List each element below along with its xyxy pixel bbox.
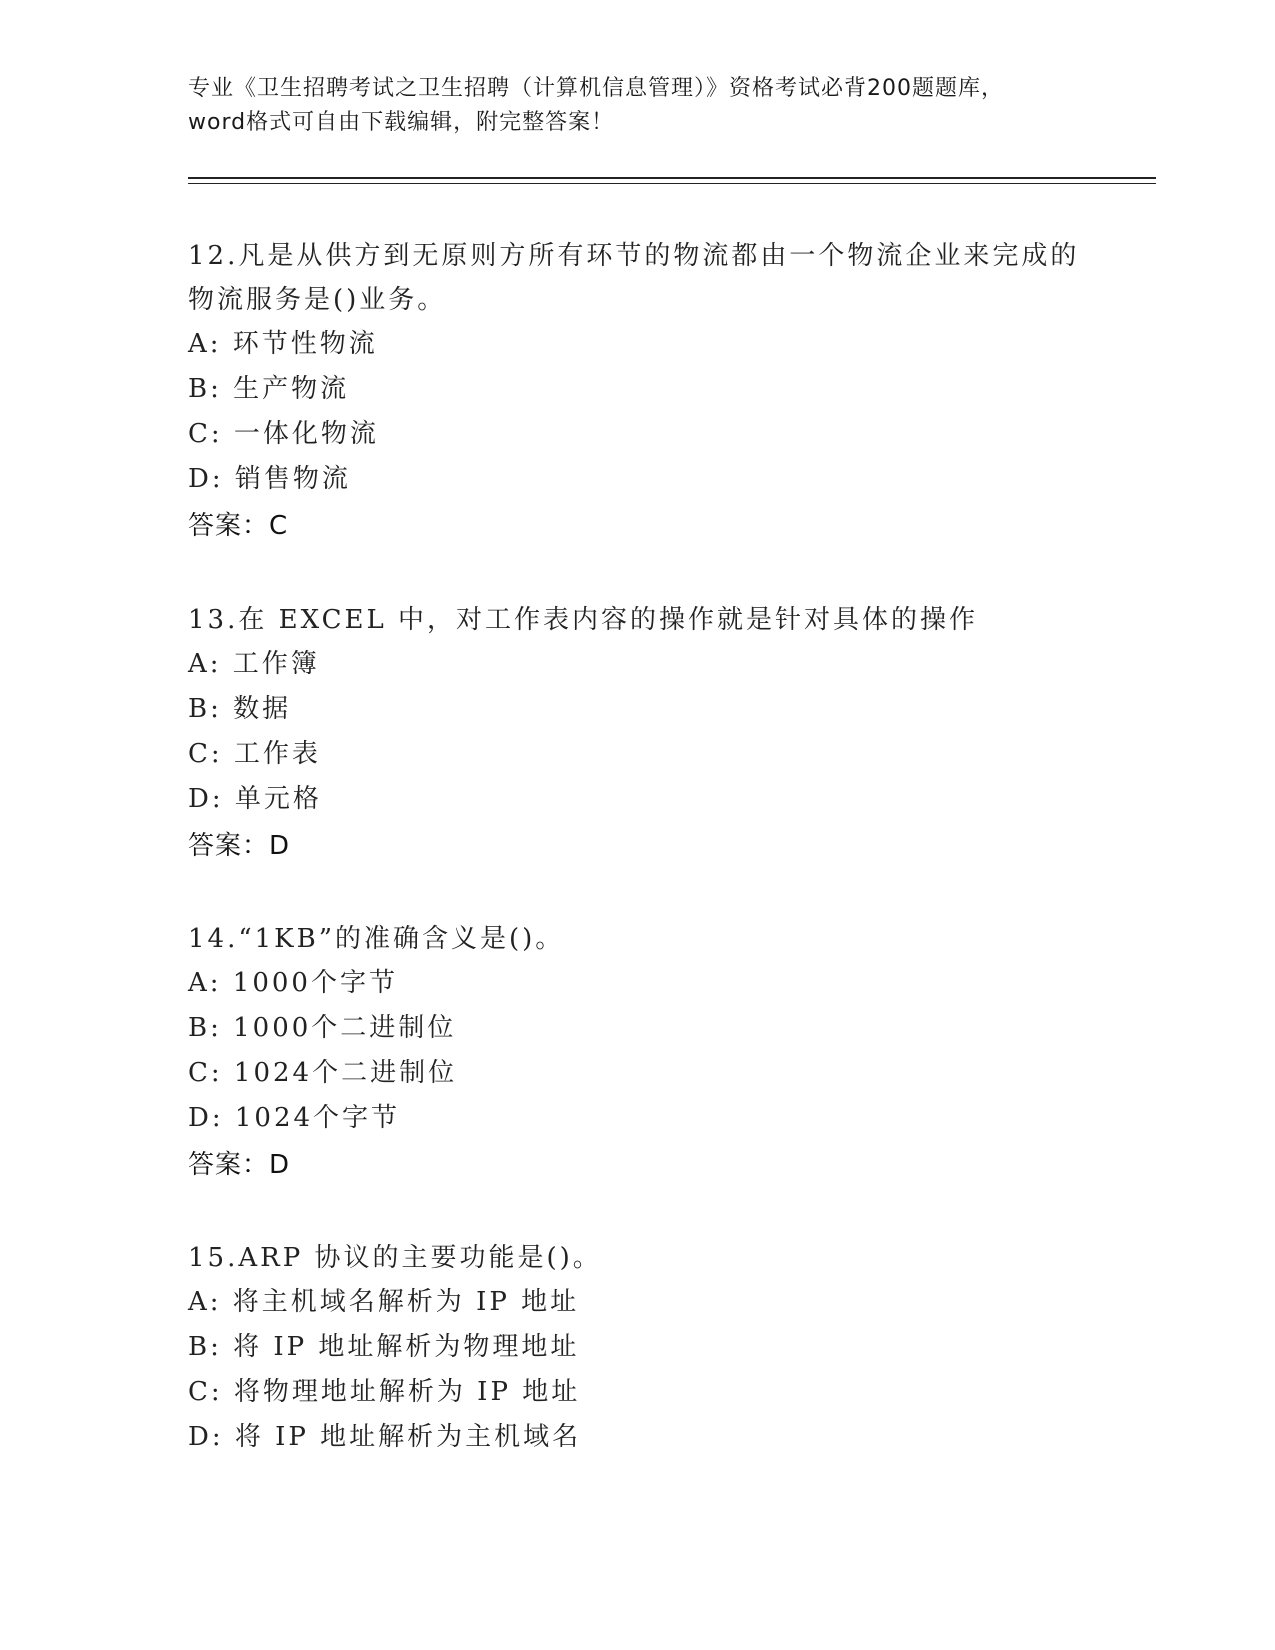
question-text: 14.“1KB”的准确含义是()。: [188, 924, 565, 954]
question-block: [188, 598, 1088, 869]
option-a: A: 将主机域名解析为 IP 地址: [188, 1287, 580, 1317]
question-block: [188, 917, 1088, 1188]
question-text-continued: 物流服务是()业务。: [188, 285, 447, 315]
header-line-1: 专业《卫生招聘考试之卫生招聘（计算机信息管理）》资格考试必背200题题库，: [188, 76, 1004, 101]
answer-line: 答案：C: [188, 511, 289, 541]
header-divider-bottom: [188, 183, 1156, 184]
option-c: C: 将物理地址解析为 IP 地址: [188, 1377, 581, 1407]
document-header: [188, 72, 1088, 140]
option-c: C: 一体化物流: [188, 419, 379, 449]
option-a: A: 1000个字节: [188, 968, 398, 998]
answer-line: 答案：D: [188, 831, 291, 861]
question-text: 13.在 EXCEL 中，对工作表内容的操作就是针对具体的操作: [188, 605, 979, 635]
option-d: D: 将 IP 地址解析为主机域名: [188, 1422, 582, 1452]
question-block: [188, 1236, 1088, 1460]
option-b: B: 数据: [188, 694, 292, 724]
option-d: D: 1024个字节: [188, 1103, 401, 1133]
option-a: A: 工作簿: [188, 649, 320, 679]
answer-line: 答案：D: [188, 1150, 291, 1180]
question-block: [188, 234, 1088, 549]
option-d: D: 单元格: [188, 784, 322, 814]
option-b: B: 将 IP 地址解析为物理地址: [188, 1332, 580, 1362]
question-text: 12.凡是从供方到无原则方所有环节的物流都由一个物流企业来完成的: [188, 241, 1080, 271]
option-a: A: 环节性物流: [188, 329, 378, 359]
question-text: 15.ARP 协议的主要功能是()。: [188, 1243, 602, 1273]
option-b: B: 生产物流: [188, 374, 350, 404]
option-c: C: 1024个二进制位: [188, 1058, 458, 1088]
header-divider-top: [188, 177, 1156, 179]
option-b: B: 1000个二进制位: [188, 1013, 457, 1043]
option-c: C: 工作表: [188, 739, 321, 769]
header-line-2: word格式可自由下载编辑，附完整答案！: [188, 110, 615, 135]
option-d: D: 销售物流: [188, 464, 351, 494]
